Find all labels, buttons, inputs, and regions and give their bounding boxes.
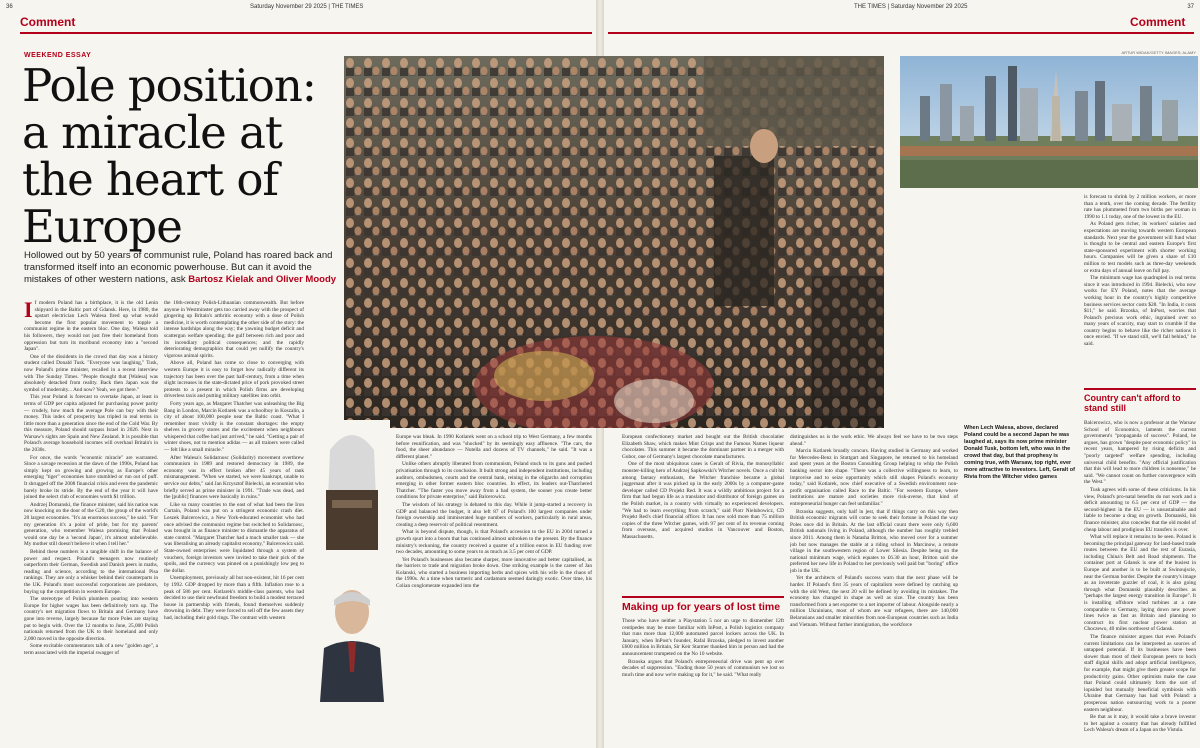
article-kicker: WEEKEND ESSAY <box>24 52 92 59</box>
subhead-lost-time: Making up for years of lost time <box>622 596 784 613</box>
paragraph: For once, the words "economic miracle" are warranted. Since a savage recession at the dawn of the 1990s, Poland has simply kept on growing and growing as Europe's other emerging "tiger" economies have stumbled or run out of puff. It shrugged off the 2008 financial crisis and even the pandemic barely broke its stride. By the end of the year it will have joined the select club of economies worth $1 trillion. <box>24 454 158 501</box>
paragraph: Yet the architects of Poland's success warn that the next phase will be harder. If Poland's first 35 years of capitalism were defined by catching up with the old West, the next 20 will be defined by avoiding its mistakes. The economy has changed in shape as well as size. The country has been transformed from a net exporter to a net importer of labour. Alongside nearly a million Ukrainians, most of whom are war refugees, there are 140,000 Belarusians and smaller minorities from non-European countries such as India and Vietnam. Without further immigration, the workforce <box>790 575 958 628</box>
paragraph: What will replace it remains to be seen. Poland is becoming the principal gateway for land-based trade routes between the EU and the rest of Eurasia, including China's Belt and Road shipments. The container port at Gdansk is one of the busiest in Europe and another is to be built at Swinoujscie, near the German border. Despite the country's image as an inveterate guzzler of coal, it is also going through what Domanski plausibly describes as "perhaps the largest energy transition in Europe". It is installing offshore wind turbines at a rate comparable to Germany, laying down new power lines twice as fast as Britain and planning to construct its first nuclear power station at Choczewo, 40 miles northwest of Gdansk. <box>1084 534 1196 633</box>
folio-date-left: Saturday November 29 2025 | THE TIMES <box>250 4 364 10</box>
paragraph: One of the dissidents in the crowd that day was a history student called Donald Tusk. "Everyone was laughing," Tusk, now Poland's prime minister, recalled in a recent interview with The Sunday Times. "People thought that [Walesa] was absolutely detached from reality. Back then Japan was the symbol of modernity... And now? Yeah, we got there." <box>24 353 158 393</box>
article-headline: Pole position: a miracle at the heart of Europe <box>22 59 316 253</box>
paragraph: Some excitable commentators talk of a new "golden age", a term associated with the imperial swagger of <box>24 643 158 656</box>
paragraph: Unemployment, previously all but non-existent, hit 16 per cent by 1992. GDP dropped by more than a fifth. Inflation rose to a peak of 586 per cent. Kotlarek's middle-class parents, who had decided to use their newfound freedom to build a modest terraced house in partnership with friends, found themselves suddenly drowning in debt. They were forced to sell off the few assets they had, including their gold rings. The contrast with western <box>164 575 304 621</box>
paragraph: Brzoska argues that Poland's entrepreneurial drive was pent up over decades of suppression. "Ending those 50 years of communism we lost so much time and now we're making up for it," he said. "What really <box>622 658 784 678</box>
paragraph: European confectionery market and bought out the British chocolatier Elizabeth Shaw, which makes Mint Crisps and the Famous Names liqueur chocolates. This summer it became the dominant partner in a merger with Gubor, one of Germany's largest chocolate manufacturers. <box>622 434 784 460</box>
paragraph: distinguishes us is the work ethic. We always feel we have to be two steps ahead." <box>790 434 958 447</box>
body-column-5 <box>790 434 958 746</box>
paragraph: The finance minister argues that even Poland's current limitations can be interpreted as sources of untapped potential. If its businesses have been slower than most of their European peers to hoch staff digital skills and adopt artificial intelligence, for example, that might give them greater scope for productivity gains. Other optimists make the case that Poland could ultimately form the sort of lopsided but mutually beneficial symbiosis with Ukraine that Germany has had with Poland: a prosperous nation outsourcing work to a poorer eastern neighbour. <box>1084 634 1196 713</box>
section-rule-left <box>20 32 592 34</box>
body-column-1 <box>24 300 158 746</box>
paragraph: Andrzej Domanski, the finance minister, said his nation was now knocking on the door of the G20, the group of the world's 20 largest economies. "It's an enormous success," he said. "For my generation it's a point of pride, but for my parents' generation, who remember Walesa promising that Poland would one day be a 'second Japan', it's almost unbelievable. My mother still doesn't believe it when I tell her." <box>24 501 158 548</box>
skyline-illustration <box>900 56 1198 188</box>
body-column-3 <box>396 434 592 746</box>
body-column-6 <box>1084 194 1196 384</box>
paragraph: The wisdom of his strategy is debated to this day. While it jump-started a recovery in GDP and balanced the budget, it also left 87 of Poland's 100 largest companies under foreign ownership and immiserated huge numbers of workers, particularly in rural areas, creating a deep reservoir of political resentment. <box>396 501 592 528</box>
paragraph: This year Poland is forecast to overtake Japan, at least in terms of GDP per capita adjusted for purchasing power parity — crudely, how much the average Pole can buy with their money. This index of prosperity has tripled in real terms in little more than a generation since the end of the Cold War. By this measure, Poland should surpass Israel in 2026. Next in Warsaw's sights are Spain and New Zealand. It is possible that Poland's average household incomes will overhaul Britain's in the 2030s. <box>24 394 158 454</box>
paragraph: is forecast to shrink by 2 million workers, or more than a tenth, over the coming decade. The fertility rate has plummeted from two births per woman in 1990 to 1.1 today, one of the lowest in the EU. <box>1084 194 1196 220</box>
paragraph: The stereotype of Polish plumbers pouring into western Europe for higher wages has been definitively torn up. The country's net migration flows to Britain and Germany have gone into reverse, largely because far more Poles are staying put to begin with. Over the 12 months to June, 25,000 Polish nationals returned from the UK to their homeland and only 2,000 moved in the opposite direction. <box>24 596 158 642</box>
paragraph: Brzoska suggests, only half in jest, that if things carry on this way then British economic migrants will come to seek their fortune in Poland the way Poles once did in Britain. At the last official count there were only 6,600 British nationals living in Poland, although the number has roughly trebled since 2011. Among them is Natasha Britton, who moved over for a summer job but now manages the stable at a riding school in Marcinow, a remote village in the southwestern region of Lower Silesia. Despite being on the national minimum wage, which equates to £6.30 an hour, Britton said she preferred her new life in Poland to her previously well paid but "boring" office job in the UK. <box>790 508 958 574</box>
page-number-right: 37 <box>1187 4 1194 10</box>
photo-credit: ARTUR WIDAK/GETTY IMAGES; ALAMY <box>1121 50 1196 55</box>
section-rule-right <box>608 32 1194 34</box>
section-label-left: Comment <box>20 15 76 29</box>
page-number-left: 36 <box>6 4 13 10</box>
paragraph: The minimum wage has quadrupled in real terms since it was introduced in 1994. Bielecki, who now works for EY Poland, notes that the average working hour in the country's highly competitive business services sector costs $28. "In India, it costs $11," he said. Brzoska, of InPost, worries that Poland's precious work ethic, ingrained over so many years of scarcity, may start to crumble if the country begins to behave like the richer nations it once envied. "If we stand still, we'll fall behind," he said. <box>1084 275 1196 348</box>
tusk-photo <box>312 572 390 702</box>
paragraph: As Poland gets richer, its workers' salaries and expectations are moving towards western European standards. Next year the government will fund what is thought to be central and eastern Europe's first state-sponsored experiment with shorter working hours. Companies will be given a share of £10 million to test models such as three-day weekends or extra days of annual leave on full pay. <box>1084 221 1196 274</box>
section-label-right: Comment <box>1130 15 1186 29</box>
article-byline: Bartosz Kielak and Oliver Moody <box>188 274 337 285</box>
paragraph: Europe was bleak. In 1990 Kotlarek went on a school trip to West Germany, a few months before reunification, and was "shocked" by its seemingly easy affluence. "The cars, the food, the sheer abundance — Nutella and dozens of TV channels," he said. "It was a different planet." <box>396 434 592 460</box>
paragraph: One of the most ubiquitous cases is Geralt of Rivia, the monosyllabic monster-killing hero of Andrzej Sapkowski's Witcher novels. Once a cult hit among fantasy enthusiasts, the Witcher franchise became a global juggernaut after it was picked up in the early 2000s by a computer-game developer called CD Projekt Red. It was a wildly ambitious project for a firm that had begun life as a translator and distributor of foreign games on the Polish market, in a country with virtually no experienced developers. "We had to learn everything from scratch," said Piotr Nielubowicz, CD Projekt Red's chief financial officer. It has now sold more than 75 million copies of the three Witcher games, with 97 per cent of its revenue coming from overseas, and acquired studios in Vancouver and Boston, Massachusetts. <box>622 461 784 540</box>
paragraph: What is beyond dispute, though, is that Poland's accession to the EU in 2004 turned a growth spurt into a boom that has continued almost unbroken to the present. By the finance ministry's reckoning, the country received a quarter of a trillion euros in EU funding over two decades, amounting to some years to as much as 3.5 per cent of GDP. <box>396 529 592 556</box>
article-standfirst <box>24 250 344 286</box>
crowd-photo <box>344 56 884 428</box>
body-column-6b <box>1084 420 1196 746</box>
folio-date-right: THE TIMES | Saturday November 29 2025 <box>854 4 968 10</box>
body-column-4 <box>622 434 784 592</box>
paragraph: After Walesa's Solidarnosc (Solidarity) movement overthrew communism in 1989 and restored democracy in 1989, the economy was in effect broken after 45 years of rank mismanagement. "When we started, we were bankrupt, unable to service our debts," said Jan Krzysztof Bielecki, an economist who briefly served as prime minister in 1991. "Trade was dead, and the [public] finances were basically in ruins." <box>164 454 304 501</box>
paragraph: Marcin Kotlarek broadly concurs. Having studied in Germany and worked for Mercedes-Benz in Stuttgart and Singapore, he returned to his homeland and spent years at the Boston Consulting Group helping to whip the Polish banking sector into shape. "There was a collective willingness to learn, to improvise and to seize opportunity which still shapes Poland's economy today," said Kotlarek, now chief executive of a Swedish environment non-profit organisation called Race to the Baltic. "For western Europe, where institutions are mature and societies more risk-averse, that kind of entrepreneurial hunger can feel unfamiliar." <box>790 448 958 507</box>
geralt-illustration <box>312 420 390 550</box>
tusk-illustration <box>312 572 390 702</box>
paragraph: Be that as it may, it would take a brave investor to bet against a country that has already fulfilled Lech Walesa's dream of a Japan on the Vistula. <box>1084 714 1196 734</box>
paragraph: Above all, Poland has come so close to converging with western Europe it is easy to forget how radically different its trajectory has been over the past half-century, from a time when slight increases in the state-dictated price of pork provoked street protests to a present in which Polish firms are developing driverless taxis and putting military satellites into orbit. <box>164 360 304 400</box>
photo-caption: When Lech Walesa, above, declared Poland could be a second Japan he was laughed at, says its now prime minister Donald Tusk, bottom left, who was in the crowd that day, but that prophesy is coming true, with Warsaw, top right, ever more attractive to investors. Left, Geralt of Rivia from the Witcher video games <box>964 425 1075 480</box>
body-column-2 <box>164 300 304 746</box>
paragraph: the 16th-century Polish-Lithuanian commonwealth. But before anyone in Westminster gets too carried away with the prospect of gingering up Britain's arthritic economy with a dose of Polish medicine, it is worth contemplating the other side of the story: the intense hardships along the way; the yawning budget deficit and scattergun welfare spending; the gulf between rich and poor and its incendiary political consequences; and the rapidly deteriorating demographics that could yet nullify the country's vigorous animal spirits. <box>164 300 304 359</box>
paragraph: Tusk agrees with some of these criticisms. In his view, Poland's pro-natal benefits do not work and a deficit amounting to 6.5 per cent of GDP — the second-highest in the EU — is unsustainable and liable to become a drag on growth. Domanski, his finance minister, also concedes that the old model of cheap labour and prodigious EU transfers is over. <box>1084 486 1196 533</box>
paragraph: Balcerowicz, who is now a professor at the Warsaw School of Economics, laments the current government's "propaganda of success". Poland, he argues, has grown "despite poor economic policy" in recent years, hampered by rising deficits and "poorly targeted" welfare spending, including universal child benefits. "Any official justification that this will lead to more children is nonsense," he said. "We cannot count on further convergence with the West." <box>1084 420 1196 486</box>
paragraph: Yet Poland's businesses also became sharper, more innovative and better capitalised, as the barriers to trade and migration broke down. One striking example is the career of Jan Kolanski, who started a business importing herbs and spices with his wife in the chaos of the 1990s. At a time when turmeric and cardamom seemed daringly exotic. Over time, his Colian conglomerate expanded into the <box>396 556 592 590</box>
paragraph: Forty years ago, as Margaret Thatcher was unleashing the Big Bang in London, Marcin Kotlarek was a schoolboy in Koszalin, a city of about 100,000 people near the Baltic coast. "What I remember most vividly is the constant shortages: the empty shelves in grocery stores and the excitement when neighbours whispered that coffee had just arrived," he said. "Getting a pair of winter shoes, not to mention adidas — as all trainers were called — felt like a small miracle." <box>164 400 304 454</box>
geralt-photo <box>312 420 390 550</box>
drop-cap: I <box>24 300 33 322</box>
paragraph: Behind these numbers is a tangible shift in the balance of power and respect. Poland's teenagers now routinely outperform their German, Swedish and Danish peers in maths, reading and science, according to the international Pisa rankings. They are only a whisker behind their counterparts in the UK. Poland's most successful corporations are predators, buying up the competition in western Europe. <box>24 548 158 595</box>
crowd-photo-illustration <box>344 56 884 428</box>
subhead-stand-still: Country can't afford to stand still <box>1084 388 1196 413</box>
standfirst-text: Hollowed out by 50 years of communist rule, Poland has roared back and transformed itself into an economic powerhouse. But can it avoid the mistakes of other western nations, ask <box>24 250 333 285</box>
paragraph: Those who have neither a Playstation 5 nor an urge to dismember 12ft centipedes may be more familiar with InPost, a Polish logistics company that runs more than 12,000 automated parcel lockers across the UK. In January, when InPost's founder, Rafal Brzoska, pledged to invest another £600 million in Britain, Sir Keir Starmer thanked him in person and had the announcement trumpeted on the No 10 website. <box>622 618 784 657</box>
body-column-4b <box>622 618 784 746</box>
warsaw-skyline-photo <box>900 56 1198 188</box>
paragraph: Unlike others abruptly liberated from communism, Poland stuck to its guns and pushed privatisation through to its conclusion. It built strong and independent institutions, including auditors, ombudsmen, courts and the central bank, reining in the oligarchs and corruption emerging in other former eastern bloc countries. In effect, its leaders out-Thatchered Thatcher. "The faster you move away from a bad system, the sooner you create better conditions for private enterprise," said Balcerowicz. <box>396 461 592 501</box>
paragraph: f modern Poland has a birthplace, it is the old Lenin shipyard in the Baltic port of Gdansk. Here, in 1980, the upstart electrician Lech Walesa fired up what would become the first popular movement to topple a communist regime in the eastern bloc. One day, Walesa told his followers, they would not just free their homeland from oppression but turn its moribund economy into a "second Japan". <box>24 300 158 353</box>
paragraph: Like so many countries to the east of what had been the Iron Curtain, Poland was put on a stringent economic crash diet. Leszek Balcerowicz, a New York-educated economist who had once advised the communist regime but switched to Solidarnosc, was brought in as finance minister to dismantle the apparatus of state control. "Margaret Thatcher had a much smaller task — she was liberalising an already capitalist economy," Balcerowicz said. State-owned enterprises were liquidated through a system of vouchers, foreign investors were invited to take their pick of the spoils, and the currency was pinned on a punishingly low peg to the dollar. <box>164 501 304 574</box>
